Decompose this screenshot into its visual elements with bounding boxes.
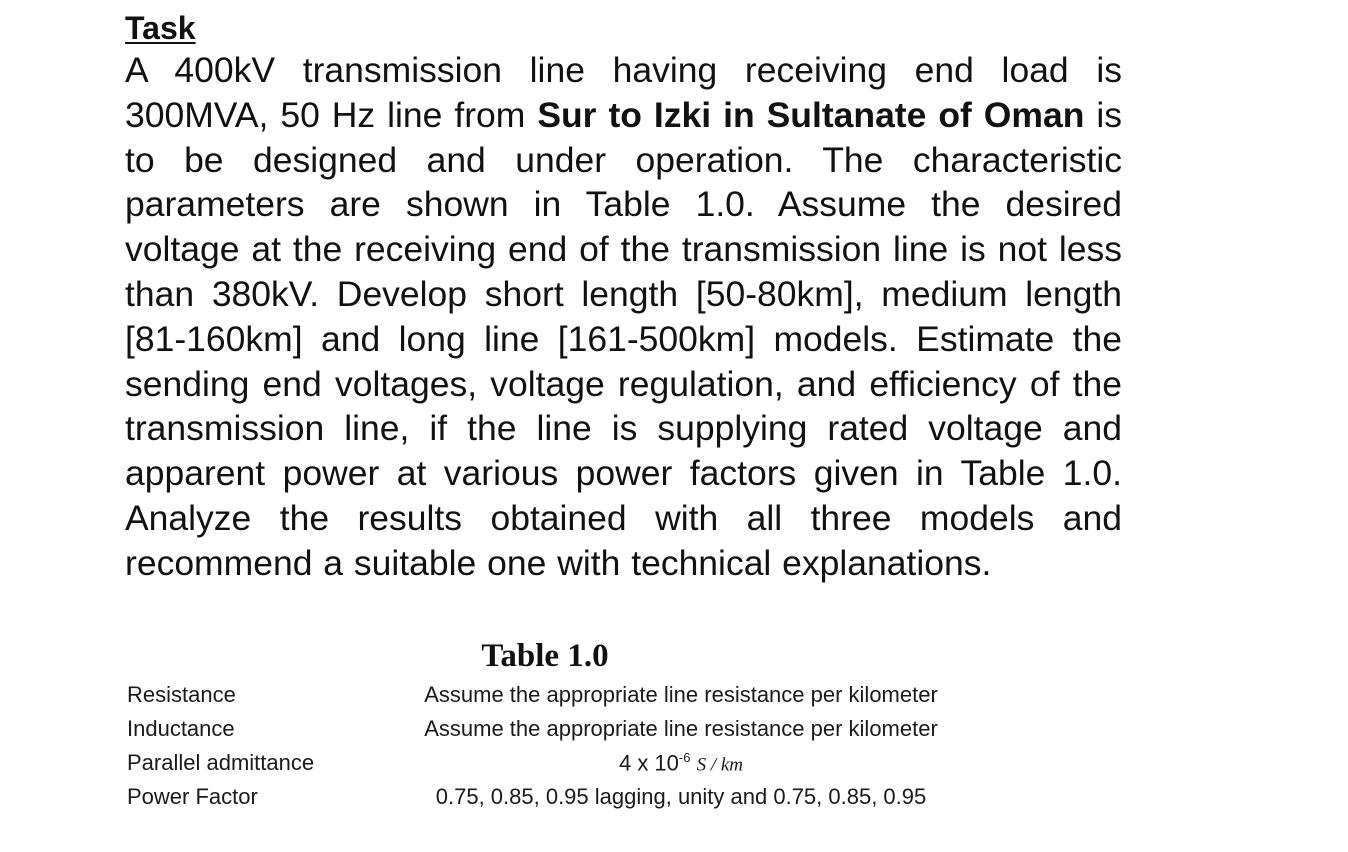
row-value: [375, 746, 987, 780]
admittance-base: 4 x 10: [618, 750, 679, 776]
table-row-inductance: [127, 712, 987, 746]
row-value: 0.75, 0.85, 0.95 lagging, unity and 0.75, 0.85, 0.95: [435, 784, 927, 809]
table-row-parallel-admittance: [127, 746, 987, 780]
table-title: Table 1.0: [481, 638, 609, 674]
description-bold-location: Sur to Izki in Sultanate of Oman: [537, 94, 1085, 135]
row-label: Power Factor: [127, 784, 258, 809]
task-heading: Task: [125, 10, 196, 46]
task-description: [125, 48, 1122, 586]
task-document: [125, 8, 1122, 586]
table-row-power-factor: [127, 780, 987, 814]
row-label: Inductance: [127, 716, 235, 741]
row-value: Assume the appropriate line resistance per kilometer: [424, 682, 938, 707]
row-value: Assume the appropriate line resistance per kilometer: [424, 716, 938, 741]
description-part-2: is to be designed and under operation. The characteristic parameters are shown in Table 1.0. Assume the desired voltage at the receiving end of the transmission line is not less than 380kV. Develop short length [50-80km], medium length [81-160km] and long line [161-500km] models. Estimate the sending end voltages, voltage regulation, and efficiency of the transmission line, if the line is supplying rated voltage and apparent power at various power factors given in Table 1.0. Analyze the results obtained with all three models and recommend a suitable one with technical explanations.: [125, 94, 1122, 583]
parameters-table: [127, 678, 987, 814]
row-label: Resistance: [127, 682, 236, 707]
admittance-exponent: -6: [678, 749, 691, 765]
admittance-unit: S / km: [696, 754, 744, 776]
description-part-1: A 400kV transmission line having receiving end load is 300MVA, 50 Hz line from: [125, 50, 1122, 135]
row-label: Parallel admittance: [127, 750, 315, 775]
table-row-resistance: [127, 678, 987, 712]
